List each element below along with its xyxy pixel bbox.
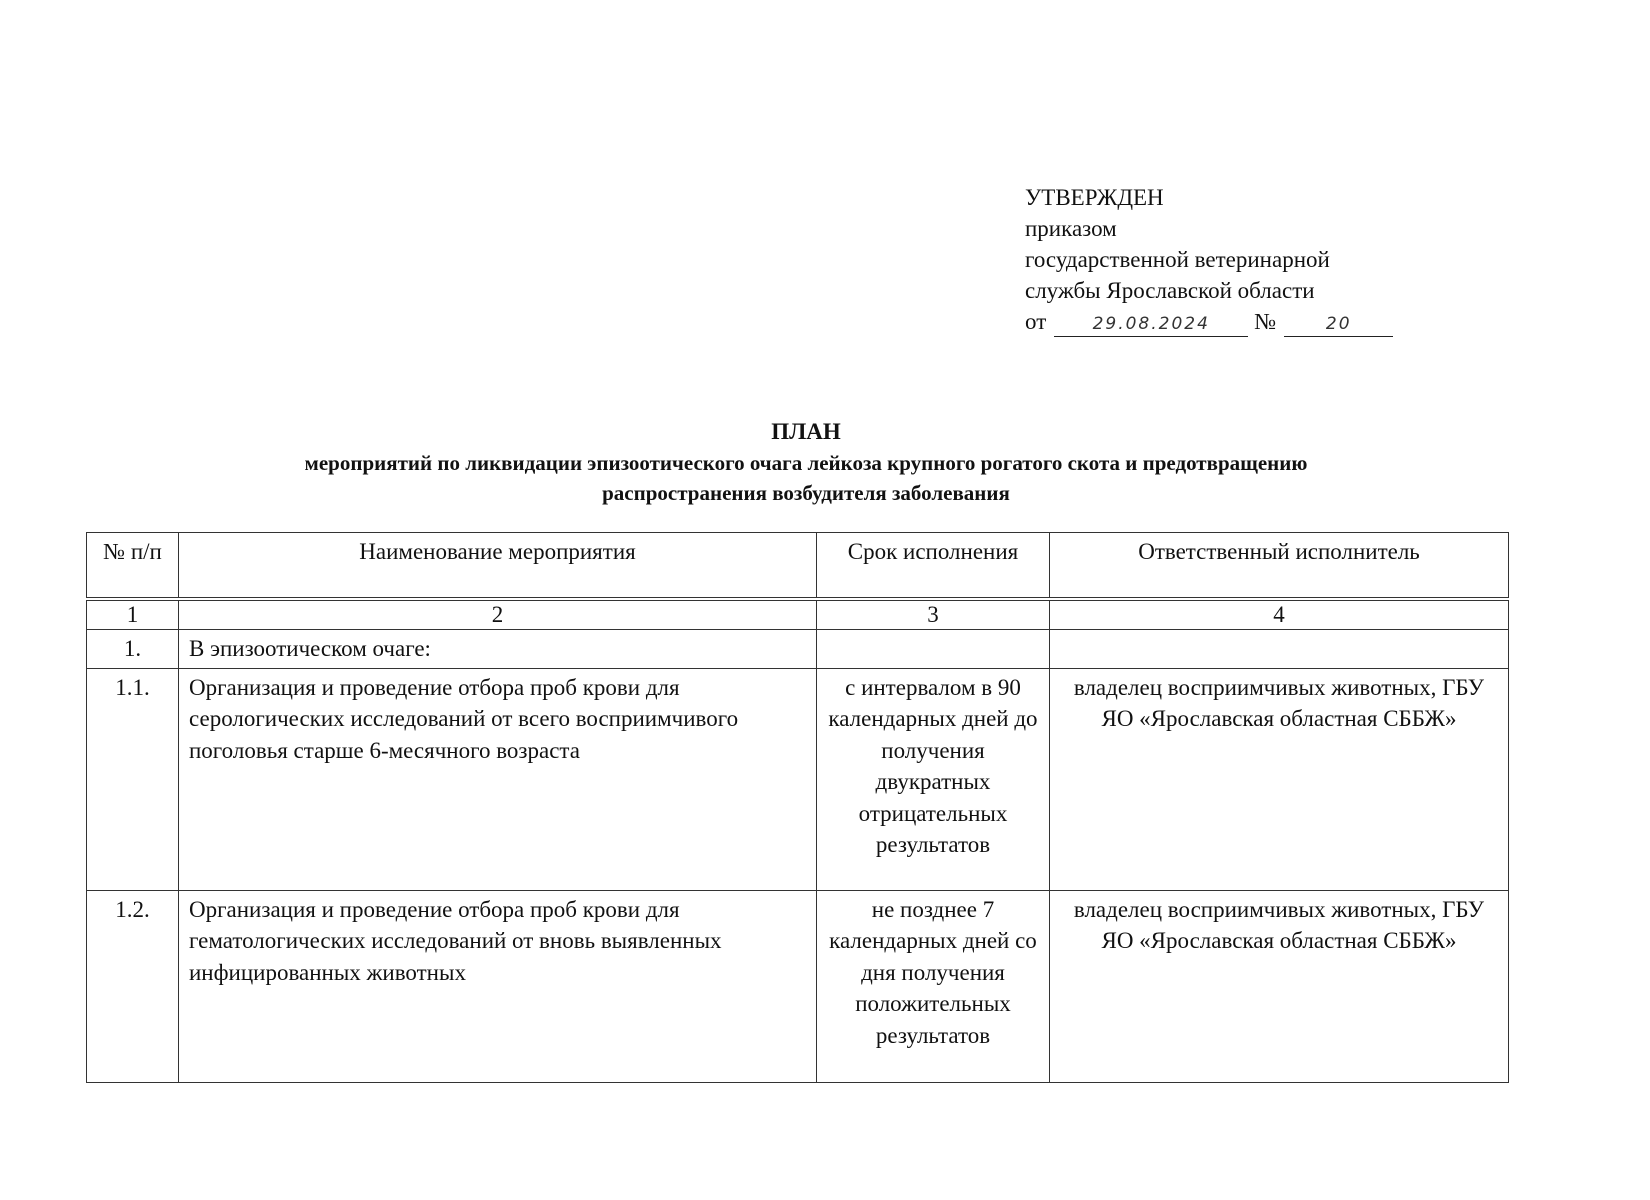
approval-block	[1025, 182, 1393, 337]
table-row	[87, 668, 1509, 890]
column-number-row	[87, 599, 1509, 630]
header-number: № п/п	[87, 533, 179, 600]
title-subtitle-line1: мероприятий по ликвидации эпизоотического очага лейкоза крупного рогатого скота и предотвращению	[304, 451, 1308, 475]
row-name: Организация и проведение отбора проб крови для серологических исследований от всего восприимчивого поголовья старше 6-месячного возраста	[179, 668, 817, 890]
approval-date-line	[1025, 306, 1393, 337]
row-term: не позднее 7 календарных дней со дня получения положительных результатов	[817, 890, 1050, 1082]
column-number: 4	[1050, 599, 1509, 630]
row-responsible	[1050, 630, 1509, 669]
approval-line-region: службы Ярославской области	[1025, 278, 1315, 303]
table-row	[87, 890, 1509, 1082]
approval-line-service: государственной ветеринарной	[1025, 247, 1330, 272]
number-label: №	[1254, 309, 1277, 334]
row-name: В эпизоотическом очаге:	[179, 630, 817, 669]
approval-number-field: 20	[1284, 312, 1393, 337]
row-number: 1.2.	[87, 890, 179, 1082]
column-number: 2	[179, 599, 817, 630]
header-term: Срок исполнения	[817, 533, 1050, 600]
row-responsible: владелец восприимчивых животных, ГБУ ЯО «Ярославская областная СББЖ»	[1050, 890, 1509, 1082]
column-number: 1	[87, 599, 179, 630]
column-number: 3	[817, 599, 1050, 630]
from-label: от	[1025, 309, 1047, 334]
header-responsible: Ответственный исполнитель	[1050, 533, 1509, 600]
title-subtitle-line2: распространения возбудителя заболевания	[602, 481, 1010, 505]
table-row	[87, 630, 1509, 669]
row-name: Организация и проведение отбора проб крови для гематологических исследований от вновь выявленных инфицированных животных	[179, 890, 817, 1082]
row-term	[817, 630, 1050, 669]
row-number: 1.1.	[87, 668, 179, 890]
row-term: с интервалом в 90 календарных дней до получения двукратных отрицательных результатов	[817, 668, 1050, 890]
row-number: 1.	[87, 630, 179, 669]
plan-table	[86, 532, 1509, 1083]
document-title	[0, 416, 1612, 508]
title-main: ПЛАН	[771, 419, 841, 444]
approval-date-field: 29.08.2024	[1054, 312, 1248, 337]
header-name: Наименование мероприятия	[179, 533, 817, 600]
table-header-row	[87, 533, 1509, 600]
approval-line-order: приказом	[1025, 216, 1117, 241]
approved-label: УТВЕРЖДЕН	[1025, 185, 1164, 210]
row-responsible: владелец восприимчивых животных, ГБУ ЯО «Ярославская областная СББЖ»	[1050, 668, 1509, 890]
